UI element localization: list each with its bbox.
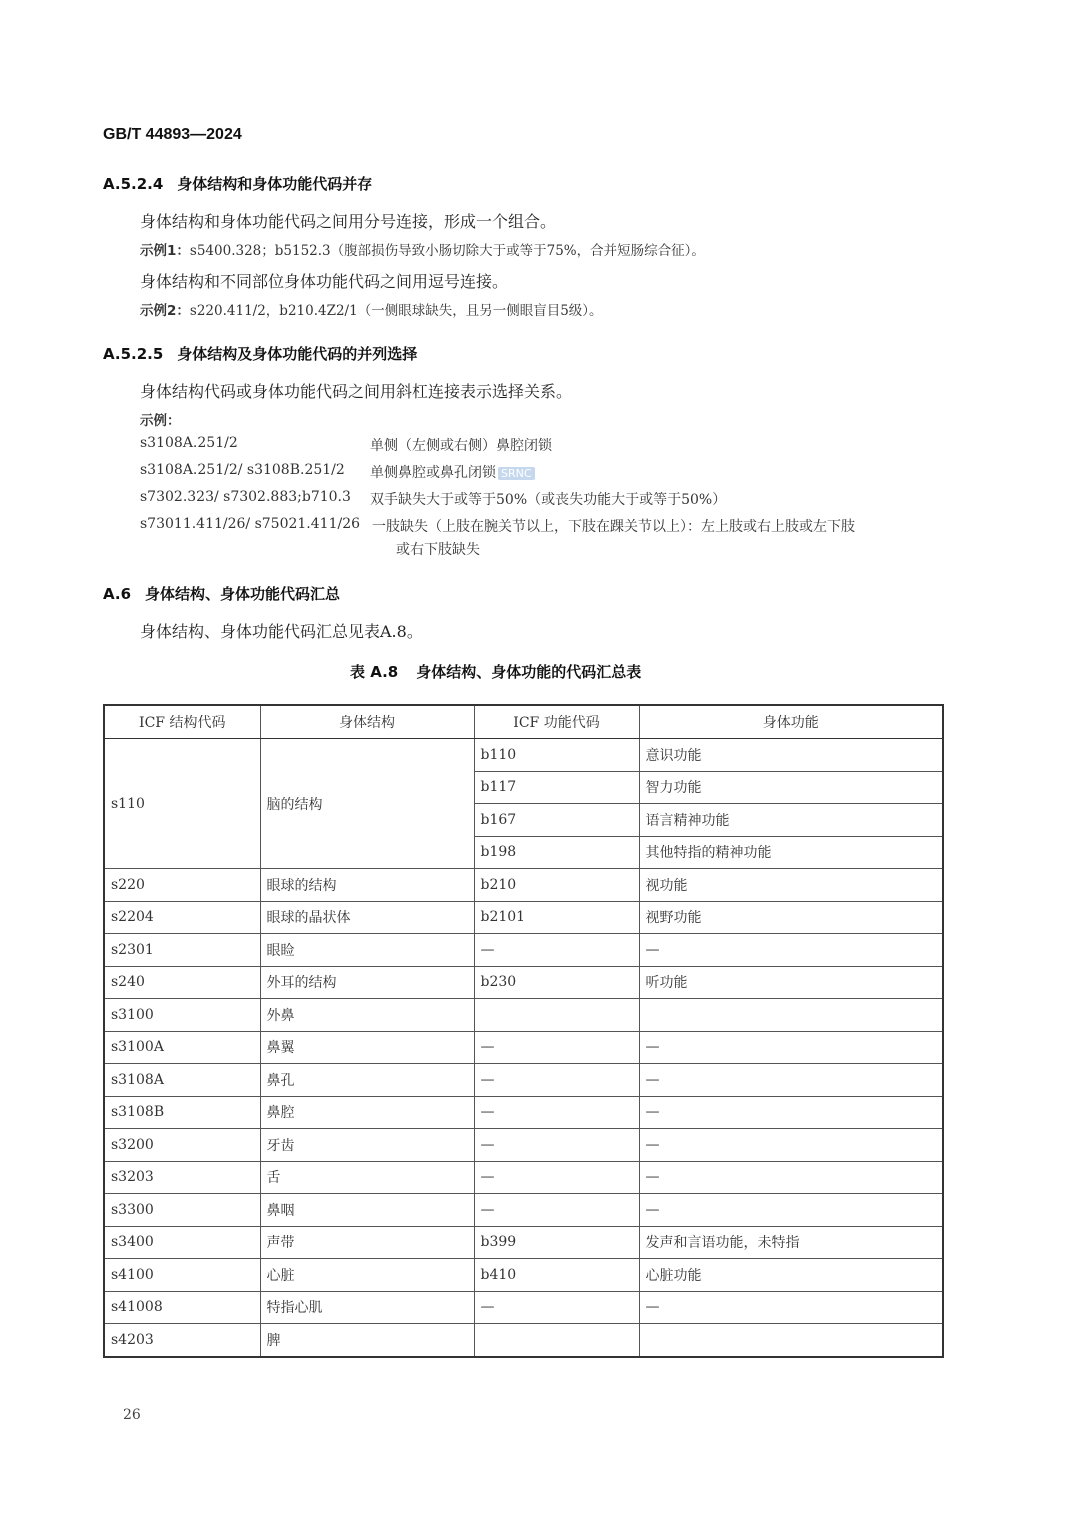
example-code: s3108A.251/2/ s3108B.251/2: [140, 462, 345, 478]
structure-name-cell: 心脏: [260, 1259, 474, 1292]
table-row: [104, 1259, 943, 1292]
function-name-cell: —: [639, 1129, 943, 1162]
function-code-cell: —: [474, 1096, 639, 1129]
page-number: 26: [123, 1407, 141, 1423]
structure-name-cell: 鼻腔: [260, 1096, 474, 1129]
example-code: s73011.411/26/ s75021.411/26: [140, 516, 361, 532]
section-heading-a6: [103, 583, 340, 604]
watermark-logo: SRNC: [498, 467, 535, 480]
structure-code-cell: s3108B: [104, 1096, 260, 1129]
function-name-cell: —: [639, 1161, 943, 1194]
table-title: 身体结构、身体功能的代码汇总表: [416, 663, 642, 681]
structure-code-cell: s3100A: [104, 1031, 260, 1064]
structure-code-cell: s3300: [104, 1194, 260, 1227]
function-code-cell: b198: [474, 836, 639, 869]
structure-code-cell: s3400: [104, 1226, 260, 1259]
example-text: s220.411/2，b210.4Z2/1（一侧眼球缺失，且另一侧眼盲目5级）。: [189, 303, 603, 319]
example-label: 示例2：: [140, 303, 190, 319]
table-row: [104, 934, 943, 967]
function-name-cell: 视功能: [639, 869, 943, 902]
example-desc: 单侧鼻腔或鼻孔闭锁 SRNC: [370, 462, 535, 482]
table-row: [104, 869, 943, 902]
structure-name-cell: 鼻咽: [260, 1194, 474, 1227]
function-name-cell: 其他特指的精神功能: [639, 836, 943, 869]
structure-name-cell: 脑的结构: [260, 739, 474, 869]
example-text: s5400.328；b5152.3（腹部损伤导致小肠切除大于或等于75%，合并短肠综合征）。: [189, 243, 705, 259]
function-name-cell: —: [639, 1064, 943, 1097]
function-name-cell: —: [639, 1031, 943, 1064]
example-desc: 双手缺失大于或等于50%（或丧失功能大于或等于50%）: [370, 492, 727, 508]
structure-name-cell: 眼球的结构: [260, 869, 474, 902]
function-name-cell: [639, 999, 943, 1032]
structure-code-cell: s3100: [104, 999, 260, 1032]
function-code-cell: b399: [474, 1226, 639, 1259]
example-label: 示例1：: [140, 243, 190, 259]
structure-code-cell: s2204: [104, 901, 260, 934]
example-desc: 一肢缺失（上肢在腕关节以上，下肢在踝关节以上）：左上肢或右上肢或左下肢: [372, 519, 855, 535]
table-row: [104, 1194, 943, 1227]
table-row: [104, 1031, 943, 1064]
function-name-cell: —: [639, 1194, 943, 1227]
section-number: A.5.2.4: [103, 175, 164, 193]
table-row: [104, 1291, 943, 1324]
table-row: [104, 901, 943, 934]
function-name-cell: 意识功能: [639, 739, 943, 772]
table-header-row: [104, 705, 943, 739]
function-code-cell: b117: [474, 771, 639, 804]
paragraph: 身体结构和不同部位身体功能代码之间用逗号连接。: [140, 272, 509, 291]
function-code-cell: b167: [474, 804, 639, 837]
example-label: 示例：: [140, 413, 181, 429]
structure-name-cell: 外鼻: [260, 999, 474, 1032]
function-code-cell: b410: [474, 1259, 639, 1292]
column-header: 身体结构: [260, 705, 474, 739]
example-desc-cont: 或右下肢缺失: [396, 542, 480, 558]
structure-code-cell: s3108A: [104, 1064, 260, 1097]
example-2: [140, 299, 603, 319]
standard-number: GB/T 44893—2024: [103, 126, 242, 143]
function-name-cell: 智力功能: [639, 771, 943, 804]
function-code-cell: b230: [474, 966, 639, 999]
function-code-cell: —: [474, 1129, 639, 1162]
section-title: 身体结构和身体功能代码并存: [177, 175, 373, 193]
column-header: ICF 功能代码: [474, 705, 639, 739]
function-code-cell: —: [474, 1291, 639, 1324]
section-heading-a524: [103, 173, 372, 194]
table-number: 表 A.8: [350, 663, 399, 681]
structure-name-cell: 舌: [260, 1161, 474, 1194]
structure-code-cell: s240: [104, 966, 260, 999]
section-number: A.6: [103, 585, 132, 603]
structure-code-cell: s220: [104, 869, 260, 902]
function-code-cell: [474, 999, 639, 1032]
example-code: s7302.323/ s7302.883;b710.3: [140, 489, 351, 505]
function-code-cell: —: [474, 1064, 639, 1097]
section-heading-a525: [103, 343, 417, 364]
code-summary-table: [103, 704, 944, 1358]
structure-name-cell: 牙齿: [260, 1129, 474, 1162]
table-row: [104, 1161, 943, 1194]
table-row: [104, 1226, 943, 1259]
table-row: [104, 1064, 943, 1097]
structure-name-cell: 外耳的结构: [260, 966, 474, 999]
function-name-cell: 心脏功能: [639, 1259, 943, 1292]
example-1: [140, 239, 705, 259]
structure-code-cell: s4203: [104, 1324, 260, 1357]
function-name-cell: 视野功能: [639, 901, 943, 934]
column-header: 身体功能: [639, 705, 943, 739]
table-caption: [350, 661, 641, 682]
column-header: ICF 结构代码: [104, 705, 260, 739]
function-code-cell: b210: [474, 869, 639, 902]
table-row: [104, 999, 943, 1032]
paragraph: 身体结构、身体功能代码汇总见表A.8。: [140, 622, 423, 641]
function-name-cell: [639, 1324, 943, 1357]
structure-name-cell: 眼睑: [260, 934, 474, 967]
function-name-cell: —: [639, 1096, 943, 1129]
section-title: 身体结构及身体功能代码的并列选择: [177, 345, 418, 363]
example-desc: 单侧（左侧或右侧）鼻腔闭锁: [370, 438, 552, 454]
function-code-cell: —: [474, 1161, 639, 1194]
function-code-cell: b110: [474, 739, 639, 772]
example-code: s3108A.251/2: [140, 435, 238, 451]
structure-name-cell: 特指心肌: [260, 1291, 474, 1324]
structure-code-cell: s41008: [104, 1291, 260, 1324]
section-title: 身体结构、身体功能代码汇总: [145, 585, 341, 603]
function-code-cell: —: [474, 934, 639, 967]
structure-code-cell: s110: [104, 739, 260, 869]
structure-name-cell: 脾: [260, 1324, 474, 1357]
structure-name-cell: 眼球的晶状体: [260, 901, 474, 934]
structure-name-cell: 鼻孔: [260, 1064, 474, 1097]
table-row: [104, 1129, 943, 1162]
section-number: A.5.2.5: [103, 345, 164, 363]
function-code-cell: —: [474, 1031, 639, 1064]
structure-name-cell: 声带: [260, 1226, 474, 1259]
function-code-cell: —: [474, 1194, 639, 1227]
function-name-cell: 语言精神功能: [639, 804, 943, 837]
structure-name-cell: 鼻翼: [260, 1031, 474, 1064]
table-row: [104, 1096, 943, 1129]
paragraph: 身体结构代码或身体功能代码之间用斜杠连接表示选择关系。: [140, 382, 573, 401]
function-name-cell: —: [639, 1291, 943, 1324]
function-name-cell: 发声和言语功能，未特指: [639, 1226, 943, 1259]
function-name-cell: 听功能: [639, 966, 943, 999]
table-row: [104, 739, 943, 772]
function-code-cell: b2101: [474, 901, 639, 934]
function-code-cell: [474, 1324, 639, 1357]
structure-code-cell: s3203: [104, 1161, 260, 1194]
table-row: [104, 966, 943, 999]
structure-code-cell: s4100: [104, 1259, 260, 1292]
paragraph: 身体结构和身体功能代码之间用分号连接，形成一个组合。: [140, 212, 557, 231]
table-row: [104, 1324, 943, 1357]
structure-code-cell: s2301: [104, 934, 260, 967]
function-name-cell: —: [639, 934, 943, 967]
structure-code-cell: s3200: [104, 1129, 260, 1162]
